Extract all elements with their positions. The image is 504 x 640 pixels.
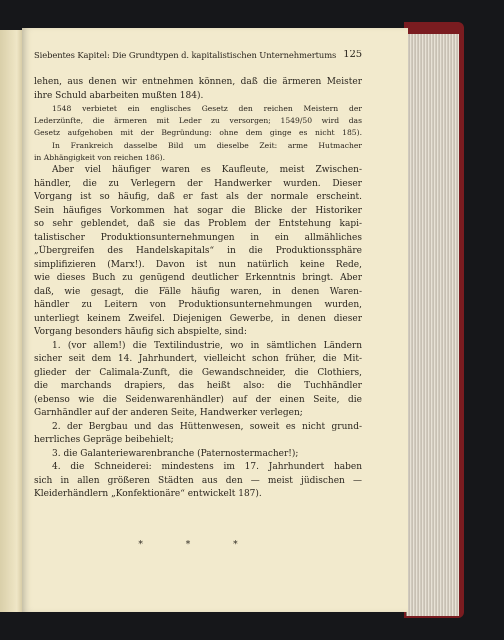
text-line: daß, wie gesagt, die Fälle häufig waren, in denen Waren- [34,286,362,297]
text-line: Aber viel häufiger waren es Kaufleute, meist Zwischen- [52,165,362,176]
text-line: Garnhändler auf der anderen Seite, Handwerker verlegen; [34,408,303,419]
text-line: die marchands drapiers, das heißt also: die Tuchhändler [34,381,362,392]
text-line: 1548 verbietet ein englisches Gesetz den reichen Meistern der [52,104,362,113]
text-line: Gesetz aufgehoben mit der Begründung: ohne dem ginge es nicht 185). [34,128,362,138]
text-line: händler zu Leitern von Produktionsunternehmungen wurden, [34,300,362,311]
text-line: „Übergreifen des Handelskapitals“ in die Produktionssphäre [34,246,362,257]
text-line: wie dieses Buch zu genügend deutlicher Erkenntnis bringt. Aber [34,273,362,284]
page-number: 125 [343,50,362,60]
text-line: so sehr geblendet, daß sie das Problem der Entstehung kapi- [34,219,362,230]
text-line: 4. die Schneiderei: mindestens im 17. Jahrhundert haben [52,462,362,473]
text-line: herrliches Gepräge beibehielt; [34,435,174,446]
text-line: Lederzünfte, die ärmeren mit Leder zu versorgen; 1549/50 wird das [34,116,362,126]
text-line: ihre Schuld abarbeiten mußten 184). [34,90,204,101]
page-stack-edges [406,34,459,616]
left-page-edge [0,30,24,612]
text-line: Sein häufiges Vorkommen hat sogar die Blicke der Historiker [34,205,362,216]
section-divider: * * * [138,540,258,550]
page-body-text [34,76,362,502]
text-line: 1. (vor allem!) die Textilindustrie, wo in sämtlichen Ländern [52,340,362,351]
text-line: glieder der Calimala-Zunft, die Gewandschneider, die Clothiers, [34,367,362,378]
text-line: unterliegt keinem Zweifel. Diejenigen Gewerbe, in denen dieser [34,313,362,324]
text-line: in Abhängigkeit von reichen 186). [34,152,166,162]
text-line: 3. die Galanteriewarenbranche (Paternostermacher!); [52,448,299,459]
running-header [34,50,362,60]
text-line: (ebenso wie die Seidenwarenhändler) auf der einen Seite, die [34,394,362,405]
text-line: 2. der Bergbau und das Hüttenwesen, soweit es nicht grund- [52,421,362,432]
text-line: sicher seit dem 14. Jahrhundert, vielleicht schon früher, die Mit- [34,354,362,365]
text-line: talistischer Produktionsunternehmungen in ein allmähliches [34,232,362,243]
text-line: In Frankreich dasselbe Bild um dieselbe Zeit: arme Hutmacher [52,140,362,150]
text-line: Vorgang ist so häufig, daß er fast als der normale erscheint. [34,192,362,203]
text-line: lehen, aus denen wir entnehmen können, daß die ärmeren Meister [34,77,362,87]
text-line: Kleiderhändlern „Konfektionäre“ entwickelt 187). [34,489,262,500]
text-line: simplifizieren (Marx!). Davon ist nun natürlich keine Rede, [34,259,362,270]
running-title: Siebentes Kapitel: Die Grundtypen d. kapitalistischen Unternehmertums [34,50,337,60]
text-line: sich in allen größeren Städten aus den — meist jüdischen — [34,475,362,486]
text-line: händler, die zu Verlegern der Handwerker wurden. Dieser [34,178,362,189]
text-line: Vorgang besonders häufig sich abspielte, sind: [34,327,247,338]
